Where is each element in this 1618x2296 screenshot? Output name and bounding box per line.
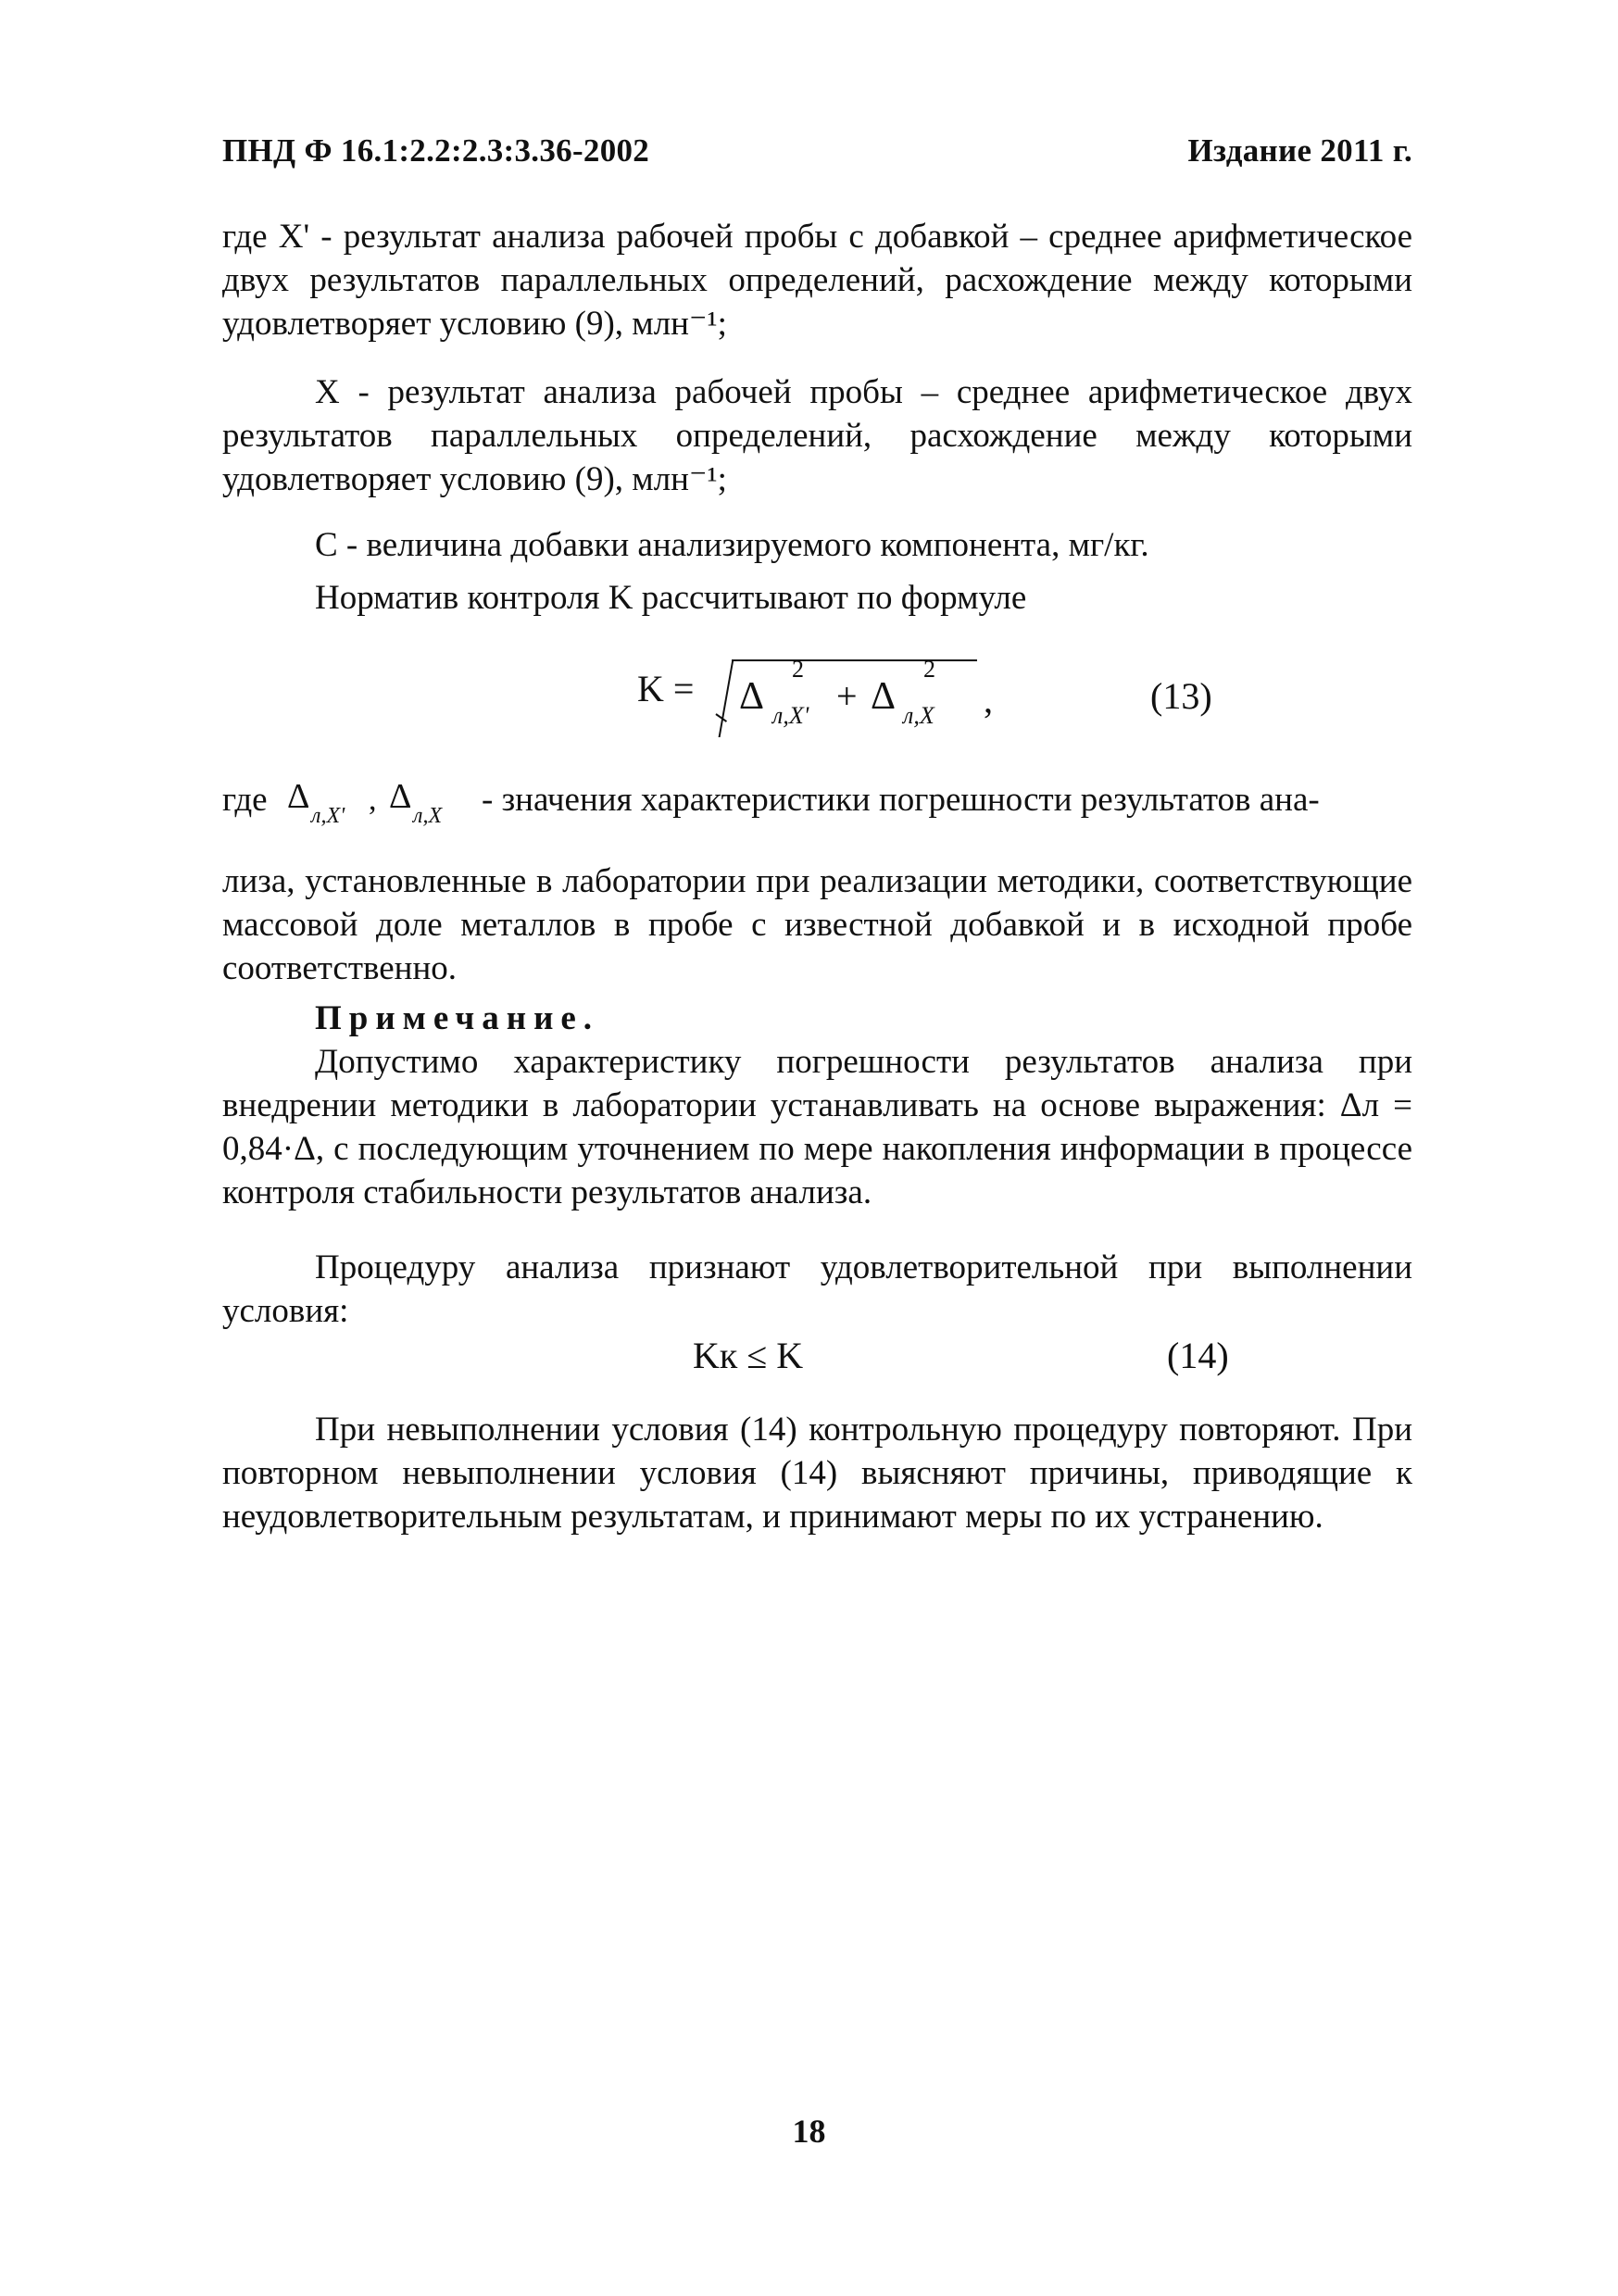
note-title: Примечание. xyxy=(315,999,600,1037)
where-text: - значения характеристики погрешности результатов ана- xyxy=(482,781,1320,819)
document-code: ПНД Ф 16.1:2.2:2.3:3.36-2002 xyxy=(222,132,650,169)
edition-label: Издание 2011 г. xyxy=(1187,132,1412,169)
delta-symbol: Δ xyxy=(739,675,765,718)
formula-comma: , xyxy=(984,679,993,721)
where-prefix: где xyxy=(222,781,268,819)
subscript: л,X xyxy=(413,804,443,828)
definition-c: C - величина добавки анализируемого компонента, мг/кг. xyxy=(315,526,1149,564)
plus-sign: + xyxy=(836,675,858,717)
norm-intro: Норматив контроля K рассчитывают по формуле xyxy=(315,579,1027,617)
procedure-text: Процедуру анализа признают удовлетворительной при выполнении условия: xyxy=(222,1248,1412,1330)
delta-symbol: Δ xyxy=(287,777,310,816)
separator-comma: , xyxy=(369,783,377,817)
formula-14-expr: Kк ≤ K xyxy=(693,1335,804,1376)
note-text: Допустимо характеристику погрешности результатов анализа при внедрении методики в лаборатории устанавливать на основе выражения: Δл = 0,84·Δ, с последующим уточнением по мере накопления информации в процессе контроля стабильности результатов анализа. xyxy=(222,1043,1412,1211)
radical-bar xyxy=(732,659,977,661)
definition-x: X - результат анализа рабочей пробы – среднее арифметическое двух результатов параллельных определений, расхождение между которыми удовлетворяет условию (9), млн⁻¹; xyxy=(222,373,1412,498)
radical-stem xyxy=(719,659,734,737)
exponent: 2 xyxy=(923,656,935,683)
subscript: л,X' xyxy=(772,702,809,729)
formula-13-lhs: K = xyxy=(637,668,695,709)
delta-symbol: Δ xyxy=(389,777,412,816)
subscript: л,X xyxy=(903,702,934,729)
equation-number-14: (14) xyxy=(1167,1335,1229,1376)
equation-number-13: (13) xyxy=(1150,675,1212,717)
page-number: 18 xyxy=(792,2113,826,2150)
delta-symbol: Δ xyxy=(871,675,897,718)
definition-x-prime: где X' - результат анализа рабочей пробы с добавкой – среднее арифметическое двух результатов параллельных определений, расхождение между которыми удовлетворяет условию (9), млн⁻¹; xyxy=(222,218,1412,343)
where-continuation: лиза, установленные в лаборатории при реализации методики, соответствующие массовой доле металлов в пробе с известной добавкой и в исходной пробе соответственно. xyxy=(222,862,1412,987)
final-paragraph: При невыполнении условия (14) контрольную процедуру повторяют. При повторном невыполнении условия (14) выясняют причины, приводящие к неудовлетворительным результатам, и принимают меры по их устранению. xyxy=(222,1411,1412,1536)
subscript: л,X' xyxy=(311,804,345,828)
exponent: 2 xyxy=(792,656,804,683)
